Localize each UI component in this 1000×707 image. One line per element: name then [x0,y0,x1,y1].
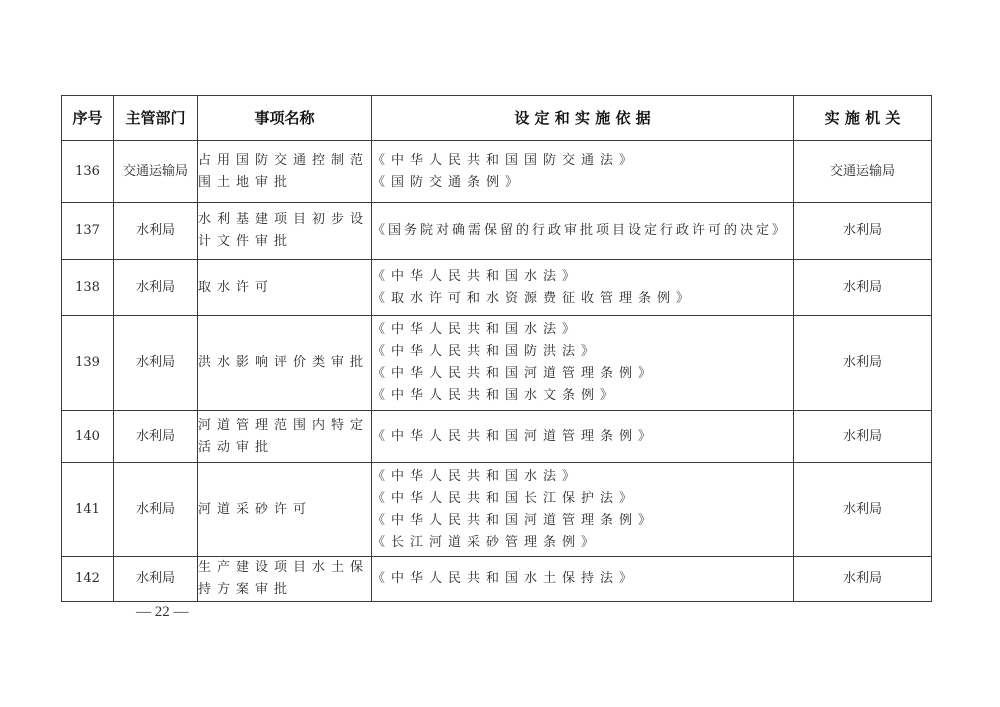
row-seq: 139 [62,316,114,411]
table-row [62,463,932,557]
row-authority: 交通运输局 [794,141,932,203]
table-row [62,411,932,463]
row-authority: 水利局 [794,463,932,557]
basis-line: 《中华人民共和国防洪法》 [372,344,601,359]
basis-line: 《中华人民共和国水法》 [372,468,582,484]
row-authority: 水利局 [794,260,932,316]
row-authority: 水利局 [794,203,932,260]
row-basis [372,557,794,602]
basis-line: 《中华人民共和国水土保持法》 [372,571,639,586]
row-item: 取水许可 [198,260,372,316]
row-dept: 水利局 [114,203,198,260]
basis-line: 《中华人民共和国河道管理条例》 [372,428,658,444]
row-basis [372,260,794,316]
row-dept: 水利局 [114,316,198,411]
row-basis [372,411,794,463]
row-dept: 水利局 [114,260,198,316]
row-basis [372,463,794,557]
row-basis [372,203,794,260]
header-seq: 序号 [62,96,114,141]
basis-line: 《中华人民共和国水法》 [372,268,582,284]
row-item: 河道管理范围内特定活动审批 [198,411,372,463]
row-item: 生产建设项目水土保持方案审批 [198,557,372,602]
table-header-row [62,96,932,141]
row-dept: 水利局 [114,463,198,557]
row-seq: 137 [62,203,114,260]
header-dept: 主管部门 [114,96,198,141]
approval-items-table [61,95,932,602]
row-item: 水利基建项目初步设计文件审批 [198,203,372,260]
basis-line: 《国防交通条例》 [372,174,525,190]
table-row [62,316,932,411]
row-seq: 142 [62,557,114,602]
basis-line: 《国务院对确需保留的行政审批项目设定行政许可的决定》 [372,223,789,238]
row-seq: 136 [62,141,114,203]
row-item: 洪水影响评价类审批 [198,316,372,411]
basis-line: 《长江河道采砂管理条例》 [372,534,601,550]
row-item: 占用国防交通控制范围土地审批 [198,141,372,203]
header-item: 事项名称 [198,96,372,141]
basis-line: 《中华人民共和国河道管理条例》 [372,512,658,528]
row-authority: 水利局 [794,557,932,602]
basis-line: 《中华人民共和国水文条例》 [372,388,620,403]
basis-line: 《中华人民共和国水法》 [372,322,582,337]
row-seq: 141 [62,463,114,557]
basis-line: 《取水许可和水资源费征收管理条例》 [372,290,696,306]
row-item: 河道采砂许可 [198,463,372,557]
basis-line: 《中华人民共和国河道管理条例》 [372,366,658,381]
table-row [62,260,932,316]
table-row [62,557,932,602]
row-dept: 水利局 [114,557,198,602]
table-row [62,203,932,260]
page-number: — 22 — [136,604,189,620]
row-basis [372,141,794,203]
row-seq: 140 [62,411,114,463]
row-authority: 水利局 [794,411,932,463]
row-basis [372,316,794,411]
header-basis: 设 定 和 实 施 依 据 [372,96,794,141]
row-dept: 水利局 [114,411,198,463]
table-row [62,141,932,203]
row-seq: 138 [62,260,114,316]
row-dept: 交通运输局 [114,141,198,203]
header-authority: 实 施 机 关 [794,96,932,141]
basis-line: 《中华人民共和国国防交通法》 [372,152,639,168]
basis-line: 《中华人民共和国长江保护法》 [372,490,639,506]
row-authority: 水利局 [794,316,932,411]
